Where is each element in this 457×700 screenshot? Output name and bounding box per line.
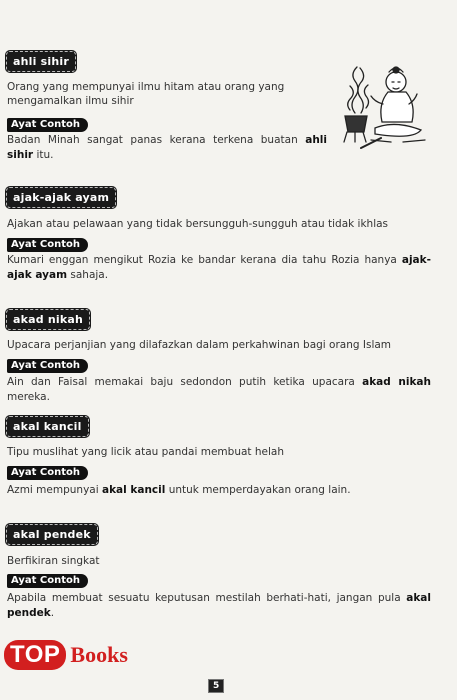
highlighted-term: akal kancil [101, 484, 166, 496]
term-definition: Ajakan atau pelawaan yang tidak bersungguh-sungguh atau tidak ikhlas [7, 218, 389, 230]
example-sentence: Kumari enggan mengikut Rozia ke bandar kerana dia tahu Rozia hanya ajak-ajak ayam sahaja. [7, 254, 431, 281]
term-definition: Berfikiran singkat [7, 555, 100, 567]
highlighted-term: akal pendek [7, 592, 431, 619]
term-definition: Upacara perjanjian yang dilafazkan dalam perkahwinan bagi orang Islam [7, 339, 392, 351]
example-label: Ayat Contoh [7, 359, 88, 373]
example-label: Ayat Contoh [7, 238, 88, 252]
page-number: 5 [208, 679, 224, 693]
example-label: Ayat Contoh [7, 466, 88, 480]
highlighted-term: ahli sihir [7, 134, 327, 161]
highlighted-term: ajak-ajak ayam [7, 254, 431, 281]
example-label: Ayat Contoh [7, 574, 88, 588]
example-sentence: Azmi mempunyai akal kancil untuk memperdayakan orang lain. [7, 484, 351, 496]
example-sentence: Ain dan Faisal memakai baju sedondon putih ketika upacara akad nikah mereka. [7, 376, 431, 403]
highlighted-term: akad nikah [362, 376, 431, 388]
topbooks-logo: TOP Books [4, 640, 128, 670]
term-definition: Orang yang mempunyai ilmu hitam atau orang yang mengamalkan ilmu sihir [7, 81, 285, 107]
term-badge: akal pendek [6, 524, 98, 545]
example-sentence: Badan Minah sangat panas kerana terkena buatan ahli sihir itu. [7, 134, 327, 161]
term-definition: Tipu muslihat yang licik atau pandai membuat helah [7, 446, 284, 458]
term-badge: akal kancil [6, 416, 89, 437]
example-sentence: Apabila membuat sesuatu keputusan mestilah berhati-hati, jangan pula akal pendek. [7, 592, 431, 619]
sorcerer-illustration [333, 58, 433, 154]
term-badge: ahli sihir [6, 51, 76, 72]
term-badge: ajak-ajak ayam [6, 187, 116, 208]
term-badge: akad nikah [6, 309, 90, 330]
example-label: Ayat Contoh [7, 118, 88, 132]
